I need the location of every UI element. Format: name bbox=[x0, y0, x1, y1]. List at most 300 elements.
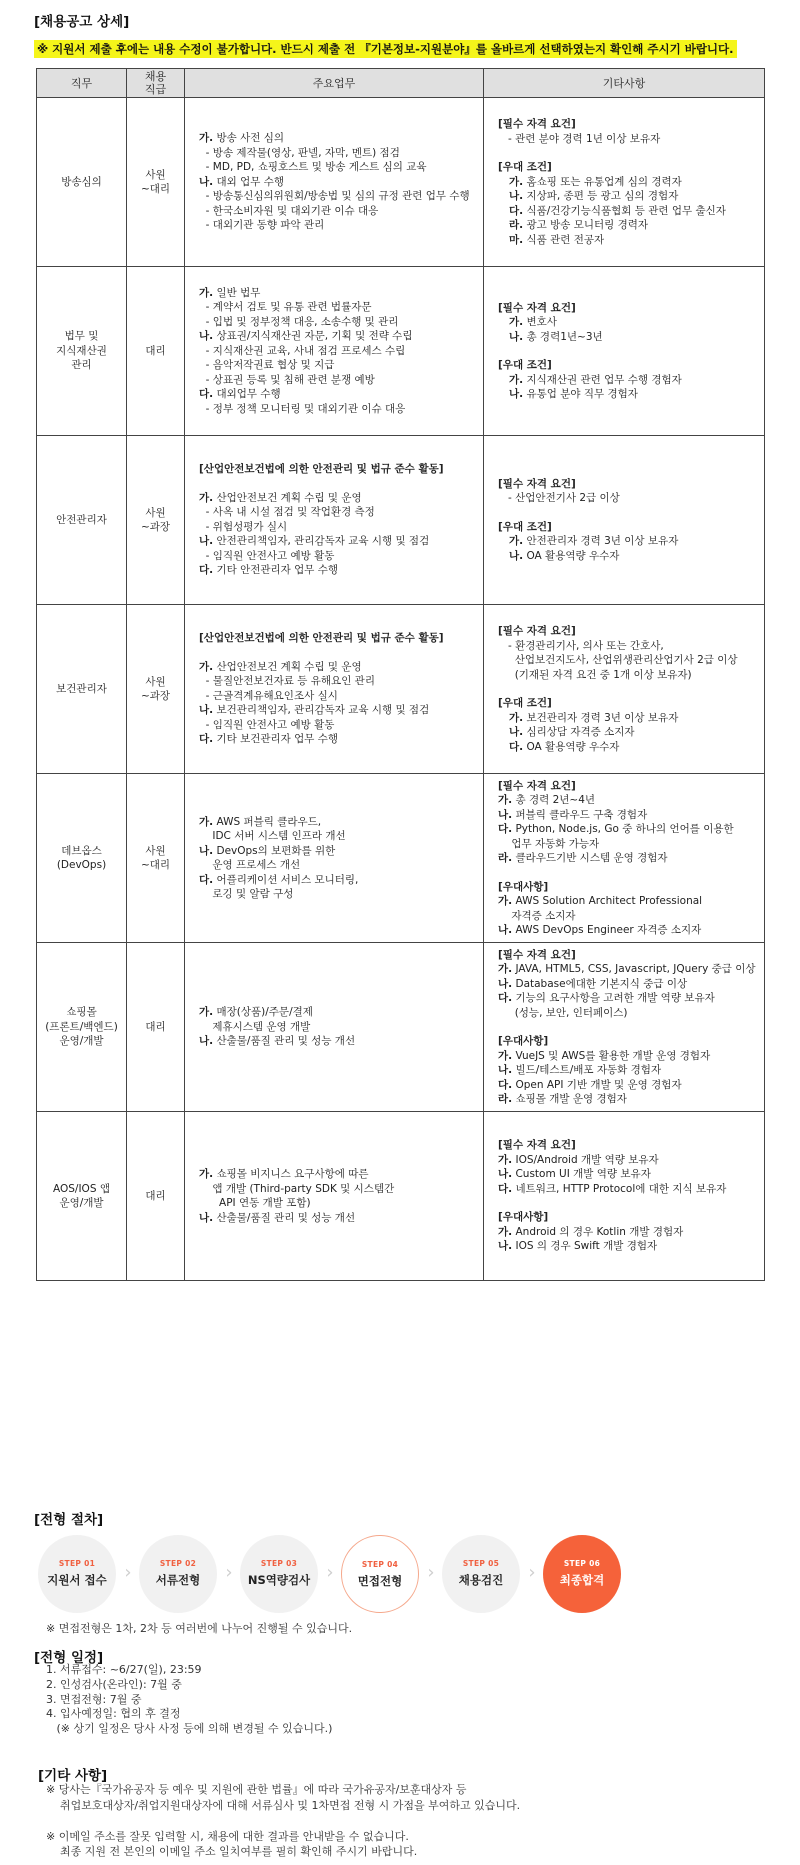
line-marker: 나. bbox=[498, 808, 513, 821]
line-marker: [필수 자격 요건] bbox=[498, 779, 576, 792]
chevron-right-icon: › bbox=[427, 1562, 435, 1583]
text-line bbox=[199, 660, 475, 675]
job-table bbox=[36, 68, 765, 1281]
step-3 bbox=[240, 1535, 318, 1613]
cell-etc bbox=[484, 774, 765, 943]
line-marker: 다. bbox=[498, 204, 524, 217]
line-marker: 나. bbox=[199, 844, 214, 857]
line-text: 퍼블릭 클라우드 구축 경험자 bbox=[512, 808, 648, 821]
table-row bbox=[37, 1112, 765, 1281]
line-marker: 가. bbox=[498, 963, 513, 975]
step-label: 지원서 접수 bbox=[47, 1573, 107, 1587]
cell-grade: 사원 ~과장 bbox=[127, 605, 185, 774]
cell-grade: 대리 bbox=[127, 943, 185, 1112]
text-line bbox=[498, 534, 756, 549]
line-marker: 나. bbox=[498, 924, 513, 936]
line-text: IOS/Android 개발 역량 보유자 bbox=[512, 1153, 659, 1166]
text-line bbox=[498, 880, 756, 895]
line-text: VueJS 및 AWS를 활용한 개발 운영 경험자 bbox=[512, 1049, 711, 1062]
text-line bbox=[199, 549, 475, 564]
step-label: NS역량검사 bbox=[247, 1573, 311, 1587]
line-text: 산업안전보건 계획 수립 및 운영 bbox=[213, 660, 362, 673]
line-marker: 나. bbox=[498, 330, 524, 343]
text-line bbox=[199, 1196, 475, 1211]
text-line bbox=[498, 1225, 756, 1240]
text-line bbox=[199, 462, 475, 477]
line-text: - 산업안전기사 2급 이상 bbox=[498, 492, 620, 505]
cell-job: 쇼핑몰 (프론트/백엔드) 운영/개발 bbox=[37, 943, 127, 1112]
line-text: 네트워크, HTTP Protocol에 대한 지식 보유자 bbox=[512, 1182, 727, 1195]
line-marker: 가. bbox=[498, 895, 513, 907]
step-4 bbox=[341, 1535, 419, 1613]
text-line bbox=[199, 674, 475, 689]
line-marker: 다. bbox=[498, 740, 524, 753]
line-text: 총 경력1년~3년 bbox=[523, 330, 603, 343]
line-text: - 물질안전보건자료 등 유해요인 관리 bbox=[199, 675, 375, 688]
line-text: - 입법 및 정부정책 대응, 소송수행 및 관리 bbox=[199, 315, 399, 328]
cell-grade: 대리 bbox=[127, 1112, 185, 1281]
line-marker: 나. bbox=[498, 1064, 513, 1076]
line-text: 운영 프로세스 개선 bbox=[199, 859, 301, 871]
line-marker: 나. bbox=[498, 1240, 513, 1253]
text-line bbox=[199, 1211, 475, 1226]
text-line bbox=[498, 233, 756, 248]
header-duty: 주요업무 bbox=[185, 69, 484, 98]
spacer bbox=[498, 506, 756, 520]
text-line bbox=[199, 520, 475, 535]
other-list bbox=[46, 1782, 520, 1860]
text-line bbox=[199, 175, 475, 190]
text-line bbox=[199, 387, 475, 402]
line-marker: 가. bbox=[498, 1153, 513, 1166]
cell-etc bbox=[484, 943, 765, 1112]
line-text: 쇼핑몰 개발 운영 경험자 bbox=[512, 1093, 627, 1105]
line-marker: 가. bbox=[199, 1006, 214, 1019]
text-line bbox=[199, 1182, 475, 1197]
line-marker: [필수 자격 요건] bbox=[498, 1139, 576, 1152]
text-line bbox=[199, 204, 475, 219]
line-marker: 나. bbox=[199, 1035, 214, 1048]
line-marker: 다. bbox=[498, 823, 513, 835]
other-item: 취업보호대상자/취업지원대상자에 대해 서류심사 및 1차면접 전형 시 가점을 부여하고 있습니다. bbox=[46, 1798, 521, 1812]
text-line bbox=[199, 218, 475, 233]
cell-etc bbox=[484, 267, 765, 436]
cell-job: 법무 및 지식재산권 관리 bbox=[37, 267, 127, 436]
text-line bbox=[199, 718, 475, 733]
line-text: 로깅 및 알람 구성 bbox=[199, 888, 294, 900]
cell-job: 보건관리자 bbox=[37, 605, 127, 774]
line-marker: 나. bbox=[498, 190, 524, 202]
text-line bbox=[498, 837, 756, 852]
step-label: 면접전형 bbox=[357, 1574, 403, 1588]
text-line bbox=[199, 873, 475, 888]
line-marker: 다. bbox=[498, 992, 513, 1004]
text-line bbox=[498, 894, 756, 909]
cell-job: 방송심의 bbox=[37, 98, 127, 267]
text-line bbox=[199, 1034, 475, 1049]
schedule-item: 1. 서류접수: ~6/27(일), 23:59 bbox=[46, 1663, 202, 1676]
cell-grade: 사원 ~대리 bbox=[127, 98, 185, 267]
text-line bbox=[199, 887, 475, 902]
line-text: 산출물/품질 관리 및 성능 개선 bbox=[213, 1035, 356, 1048]
line-text: Open API 기반 개발 및 운영 경험자 bbox=[512, 1078, 682, 1091]
text-line bbox=[498, 923, 756, 938]
other-item: ※ 이메일 주소를 잘못 입력할 시, 채용에 대한 결과를 안내받을 수 없습니다. bbox=[46, 1829, 409, 1843]
text-line bbox=[498, 1210, 756, 1225]
line-text: - 한국소비자원 및 대외기관 이슈 대응 bbox=[199, 204, 379, 217]
line-marker: 다. bbox=[199, 564, 214, 577]
notice-banner: ※ 지원서 제출 후에는 내용 수정이 불가합니다. 반드시 제출 전 『기본정보-지원분야』를 올바르게 선택하였는지 확인해 주시기 바랍니다. bbox=[34, 40, 737, 58]
text-line bbox=[498, 1006, 756, 1021]
line-marker: 라. bbox=[498, 219, 524, 231]
text-line bbox=[199, 505, 475, 520]
spacer bbox=[498, 146, 756, 160]
text-line bbox=[199, 131, 475, 146]
line-text: 상표권/지식재산권 자문, 기획 및 전략 수립 bbox=[213, 330, 413, 343]
text-line bbox=[498, 1167, 756, 1182]
line-marker: 가. bbox=[199, 132, 214, 145]
line-text: 쇼핑몰 비지니스 요구사항에 따른 bbox=[213, 1168, 369, 1180]
text-line bbox=[498, 977, 756, 992]
text-line bbox=[498, 132, 756, 147]
line-marker: 다. bbox=[199, 873, 214, 886]
line-text: Database에대한 기본지식 중급 이상 bbox=[512, 977, 688, 990]
line-marker: 라. bbox=[498, 852, 513, 864]
text-line bbox=[498, 808, 756, 823]
text-line bbox=[498, 373, 756, 388]
line-text: 지식재산권 관련 업무 수행 경험자 bbox=[523, 373, 682, 386]
text-line bbox=[498, 779, 756, 794]
header-job: 직무 bbox=[37, 69, 127, 98]
line-text: 유통업 분야 직무 경험자 bbox=[523, 388, 638, 400]
text-line bbox=[199, 286, 475, 301]
header-etc: 기타사항 bbox=[484, 69, 765, 98]
line-marker: 가. bbox=[199, 286, 214, 299]
line-text: 산업안전보건 계획 수립 및 운영 bbox=[213, 491, 362, 504]
step-number: STEP 03 bbox=[260, 1559, 298, 1568]
process-steps bbox=[36, 1535, 764, 1613]
line-marker: [우대사항] bbox=[498, 1211, 549, 1224]
step-number: STEP 05 bbox=[462, 1559, 500, 1568]
table-row bbox=[37, 943, 765, 1112]
text-line bbox=[498, 991, 756, 1006]
line-text: 광고 방송 모니터링 경력자 bbox=[523, 219, 649, 231]
line-text: - 상표권 등록 및 침해 관련 분쟁 예방 bbox=[199, 373, 375, 386]
line-text: - 임직원 안전사고 예방 활동 bbox=[199, 718, 335, 731]
text-line bbox=[199, 491, 475, 506]
text-line bbox=[199, 815, 475, 830]
text-line bbox=[199, 1020, 475, 1035]
step-number: STEP 04 bbox=[361, 1560, 399, 1569]
line-text: 기능의 요구사항을 고려한 개발 역량 보유자 bbox=[512, 992, 715, 1004]
other-item: ※ 당사는『국가유공자 등 예우 및 지원에 관한 법률』에 따라 국가유공자/보훈대상자 등 bbox=[46, 1783, 467, 1796]
cell-job: AOS/IOS 앱 운영/개발 bbox=[37, 1112, 127, 1281]
schedule-item: 2. 인성검사(온라인): 7월 중 bbox=[46, 1677, 182, 1691]
line-text: Python, Node.js, Go 중 하나의 언어를 이용한 bbox=[512, 823, 734, 835]
cell-etc bbox=[484, 1112, 765, 1281]
step-number: STEP 02 bbox=[159, 1559, 197, 1568]
line-marker: 나. bbox=[199, 535, 214, 548]
line-marker: [필수 자격 요건] bbox=[498, 301, 576, 314]
table-row bbox=[37, 267, 765, 436]
line-text: IOS 의 경우 Swift 개발 경험자 bbox=[512, 1240, 658, 1253]
text-line bbox=[199, 732, 475, 747]
schedule-list bbox=[46, 1663, 332, 1737]
line-text: IDC 서버 시스템 인프라 개선 bbox=[199, 830, 346, 842]
text-line bbox=[498, 822, 756, 837]
line-marker: 나. bbox=[498, 549, 524, 562]
text-line bbox=[498, 696, 756, 711]
text-line bbox=[199, 1005, 475, 1020]
line-marker: 가. bbox=[498, 794, 513, 806]
step-5 bbox=[442, 1535, 520, 1613]
line-marker: [산업안전보건법에 의한 안전관리 및 법규 준수 활동] bbox=[199, 632, 444, 645]
chevron-right-icon: › bbox=[225, 1562, 233, 1583]
line-marker: 가. bbox=[498, 175, 524, 188]
chevron-right-icon: › bbox=[528, 1562, 536, 1583]
text-line bbox=[498, 315, 756, 330]
schedule-item: 3. 면접전형: 7월 중 bbox=[46, 1692, 142, 1706]
cell-job: 안전관리자 bbox=[37, 436, 127, 605]
chevron-right-icon: › bbox=[124, 1562, 132, 1583]
text-line bbox=[498, 1182, 756, 1197]
text-line bbox=[498, 851, 756, 866]
line-marker: 가. bbox=[498, 711, 524, 724]
line-marker: [우대 조건] bbox=[498, 161, 552, 173]
line-text: 지상파, 종편 등 광고 심의 경험자 bbox=[523, 190, 679, 202]
text-line bbox=[498, 520, 756, 535]
line-marker: [우대 조건] bbox=[498, 697, 552, 709]
text-line bbox=[199, 329, 475, 344]
text-line bbox=[199, 1167, 475, 1182]
line-marker: [우대 조건] bbox=[498, 520, 552, 533]
line-text: 대외 업무 수행 bbox=[213, 175, 285, 188]
cell-job: 데브옵스 (DevOps) bbox=[37, 774, 127, 943]
line-marker: [우대사항] bbox=[498, 1035, 549, 1047]
line-marker: [필수 자격 요건] bbox=[498, 118, 576, 130]
line-marker: [우대 조건] bbox=[498, 359, 552, 371]
line-marker: 가. bbox=[199, 660, 214, 673]
text-line bbox=[199, 373, 475, 388]
text-line bbox=[498, 387, 756, 402]
text-line bbox=[498, 948, 756, 963]
line-marker: 나. bbox=[498, 388, 524, 400]
line-text: - 방송 제작물(영상, 판넬, 자막, 멘트) 점검 bbox=[199, 146, 400, 159]
line-text: OA 활용역량 우수자 bbox=[523, 740, 620, 753]
text-line bbox=[199, 534, 475, 549]
text-line bbox=[199, 829, 475, 844]
line-text: 산업보건지도사, 산업위생관리산업기사 2급 이상 bbox=[498, 654, 738, 666]
line-text: AWS 퍼블릭 클라우드, bbox=[213, 815, 322, 828]
text-line bbox=[498, 1092, 756, 1107]
table-row bbox=[37, 605, 765, 774]
step-6 bbox=[543, 1535, 621, 1613]
line-marker: 나. bbox=[199, 704, 214, 717]
text-line bbox=[498, 204, 756, 219]
step-label: 서류전형 bbox=[155, 1573, 201, 1587]
line-marker: 다. bbox=[498, 1182, 513, 1195]
line-text: 총 경력 2년~4년 bbox=[512, 794, 596, 806]
spacer bbox=[498, 1196, 756, 1210]
line-text: 안전관리자 경력 3년 이상 보유자 bbox=[523, 535, 679, 548]
line-marker: 나. bbox=[199, 175, 214, 188]
line-text: - 정부 정책 모니터링 및 대외기관 이슈 대응 bbox=[199, 402, 406, 415]
text-line bbox=[199, 631, 475, 646]
line-text: 보건관리책임자, 관리감독자 교육 시행 및 점검 bbox=[213, 704, 430, 717]
text-line bbox=[498, 711, 756, 726]
line-marker: 나. bbox=[498, 1168, 513, 1181]
text-line bbox=[498, 1138, 756, 1153]
line-text: AWS Solution Architect Professional bbox=[512, 895, 703, 907]
line-text: AWS DevOps Engineer 자격증 소지자 bbox=[512, 924, 702, 936]
line-text: - 위험성평가 실시 bbox=[199, 520, 288, 533]
line-marker: 가. bbox=[498, 535, 524, 548]
text-line bbox=[498, 740, 756, 755]
line-text: - 임직원 안전사고 예방 활동 bbox=[199, 549, 335, 562]
line-marker: [필수 자격 요건] bbox=[498, 948, 576, 961]
page-title: [채용공고 상세] bbox=[34, 14, 130, 30]
line-marker: 나. bbox=[498, 977, 513, 990]
line-marker: [필수 자격 요건] bbox=[498, 625, 576, 637]
text-line bbox=[498, 639, 756, 654]
spacer bbox=[498, 1020, 756, 1034]
spacer bbox=[498, 866, 756, 880]
cell-duty bbox=[185, 943, 484, 1112]
line-text: 빌드/테스트/배포 자동화 경험자 bbox=[512, 1064, 662, 1076]
text-line bbox=[498, 668, 756, 683]
text-line bbox=[199, 300, 475, 315]
text-line bbox=[498, 653, 756, 668]
cell-grade: 사원 ~대리 bbox=[127, 774, 185, 943]
line-text: 식품 관련 전공자 bbox=[523, 233, 605, 246]
table-row bbox=[37, 774, 765, 943]
line-text: 대외업무 수행 bbox=[213, 388, 281, 401]
other-item: 최종 지원 전 본인의 이메일 주소 일치여부를 필히 확인해 주시기 바랍니다. bbox=[46, 1845, 418, 1858]
text-line bbox=[199, 358, 475, 373]
cell-etc bbox=[484, 605, 765, 774]
text-line bbox=[498, 301, 756, 316]
header-grade bbox=[127, 69, 185, 98]
line-text: Android 의 경우 Kotlin 개발 경험자 bbox=[512, 1225, 684, 1238]
line-text: - 대외기관 동향 파악 관리 bbox=[199, 219, 325, 232]
line-marker: [필수 자격 요건] bbox=[498, 477, 576, 490]
cell-etc bbox=[484, 98, 765, 267]
line-marker: 가. bbox=[498, 373, 524, 386]
text-line bbox=[199, 563, 475, 578]
text-line bbox=[199, 344, 475, 359]
line-text: 방송 사전 심의 bbox=[213, 132, 285, 145]
text-line bbox=[199, 160, 475, 175]
text-line bbox=[498, 358, 756, 373]
line-text: API 연동 개발 포함) bbox=[199, 1197, 311, 1209]
line-marker: 나. bbox=[199, 1211, 214, 1224]
line-text: 어플리케이션 서비스 모니터링, bbox=[213, 873, 359, 886]
table-header-row bbox=[37, 69, 765, 98]
line-text: 산출물/품질 관리 및 성능 개선 bbox=[213, 1211, 356, 1224]
line-text: 홈쇼핑 또는 유통업계 심의 경력자 bbox=[523, 175, 682, 188]
text-line bbox=[199, 844, 475, 859]
line-text: 제휴시스템 운영 개발 bbox=[199, 1020, 311, 1033]
line-text: - MD, PD, 쇼핑호스트 및 방송 게스트 심의 교육 bbox=[199, 161, 427, 174]
line-marker: 가. bbox=[199, 491, 214, 504]
text-line bbox=[498, 1078, 756, 1093]
line-text: - 근골격계유해요인조사 실시 bbox=[199, 689, 338, 702]
text-line bbox=[498, 117, 756, 132]
line-text: - 관련 분야 경력 1년 이상 보유자 bbox=[498, 132, 661, 145]
line-text: - 환경관리기사, 의사 또는 간호사, bbox=[498, 639, 664, 652]
line-text: 앱 개발 (Third-party SDK 및 시스템간 bbox=[199, 1182, 395, 1195]
step-label: 최종합격 bbox=[559, 1573, 605, 1587]
line-text: - 지식재산권 교육, 사내 점검 프로세스 수립 bbox=[199, 344, 406, 357]
text-line bbox=[199, 703, 475, 718]
text-line bbox=[498, 1063, 756, 1078]
cell-duty bbox=[185, 605, 484, 774]
text-line bbox=[498, 175, 756, 190]
text-line bbox=[498, 962, 756, 977]
spacer bbox=[498, 682, 756, 696]
table-row bbox=[37, 436, 765, 605]
step-number: STEP 01 bbox=[58, 1559, 96, 1568]
spacer bbox=[199, 477, 475, 491]
line-marker: 다. bbox=[199, 388, 214, 401]
line-marker: [산업안전보건법에 의한 안전관리 및 법규 준수 활동] bbox=[199, 463, 444, 476]
chevron-right-icon: › bbox=[326, 1562, 334, 1583]
cell-duty bbox=[185, 1112, 484, 1281]
text-line bbox=[498, 189, 756, 204]
step-1 bbox=[38, 1535, 116, 1613]
line-marker: 다. bbox=[199, 733, 214, 746]
line-text: 기타 안전관리자 업무 수행 bbox=[213, 564, 339, 577]
spacer bbox=[498, 344, 756, 358]
line-text: 업무 자동화 가능자 bbox=[498, 837, 600, 850]
line-marker: 가. bbox=[498, 316, 524, 328]
text-line bbox=[199, 689, 475, 704]
cell-grade: 대리 bbox=[127, 267, 185, 436]
line-text: 식품/건강기능식품협회 등 관련 업무 출신자 bbox=[523, 204, 726, 217]
line-text: 안전관리책임자, 관리감독자 교육 시행 및 점검 bbox=[213, 535, 430, 548]
text-line bbox=[498, 549, 756, 564]
text-line bbox=[498, 725, 756, 740]
table-row bbox=[37, 98, 765, 267]
line-text: 변호사 bbox=[523, 316, 557, 328]
line-marker: [우대사항] bbox=[498, 880, 549, 893]
line-marker: 라. bbox=[498, 1093, 513, 1105]
other-title: [기타 사항] bbox=[38, 1768, 108, 1784]
line-marker: 다. bbox=[498, 1078, 513, 1091]
text-line bbox=[498, 1034, 756, 1049]
process-note: ※ 면접전형은 1차, 2차 등 여러번에 나누어 진행될 수 있습니다. bbox=[46, 1622, 353, 1635]
cell-grade: 사원 ~과장 bbox=[127, 436, 185, 605]
text-line bbox=[498, 477, 756, 492]
text-line bbox=[199, 146, 475, 161]
line-marker: 나. bbox=[498, 726, 524, 738]
line-text: 매장(상품)/주문/결제 bbox=[213, 1006, 313, 1019]
text-line bbox=[199, 189, 475, 204]
line-text: 심리상담 자격증 소지자 bbox=[523, 726, 635, 738]
text-line bbox=[199, 315, 475, 330]
cell-duty bbox=[185, 98, 484, 267]
line-text: - 계약서 검토 및 유통 관련 법률자문 bbox=[199, 301, 372, 314]
line-text: 보건관리자 경력 3년 이상 보유자 bbox=[523, 711, 679, 724]
text-line bbox=[498, 793, 756, 808]
text-line bbox=[498, 330, 756, 345]
line-marker: 마. bbox=[498, 233, 524, 246]
line-marker: 가. bbox=[498, 1049, 513, 1062]
other-item bbox=[46, 1813, 520, 1829]
schedule-item: 4. 입사예정일: 협의 후 결정 bbox=[46, 1707, 181, 1721]
cell-duty bbox=[185, 774, 484, 943]
cell-duty bbox=[185, 267, 484, 436]
